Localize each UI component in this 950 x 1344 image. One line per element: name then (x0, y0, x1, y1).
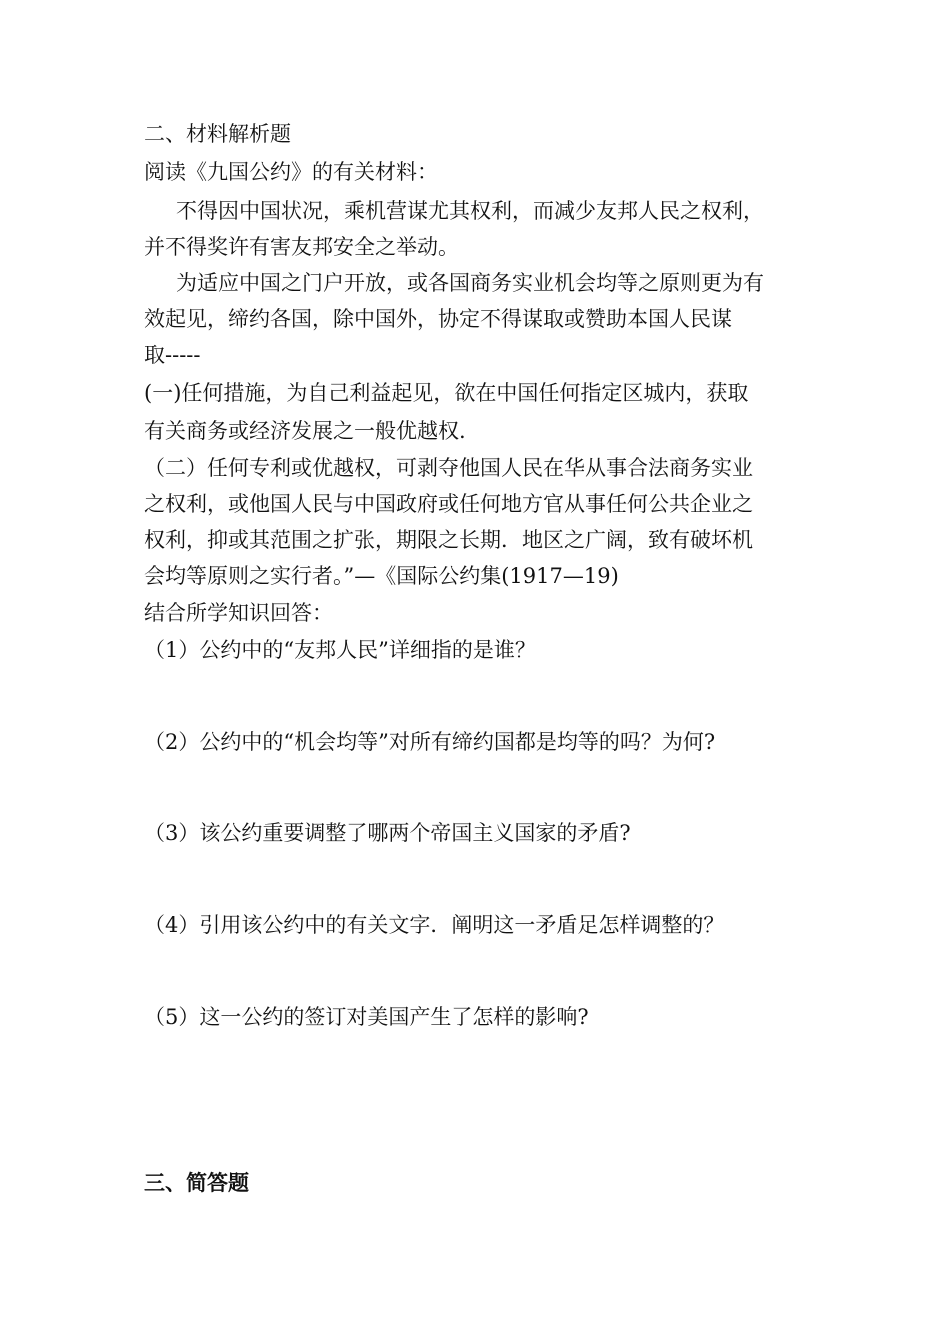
material-line: 权利，抑或其范围之扩张，期限之长期．地区之广阔，致有破坏机 (144, 528, 753, 552)
question-3: （3）该公约重要调整了哪两个帝国主义国家的矛盾? (144, 821, 631, 845)
material-intro: 阅读《九国公约》的有关材料： (144, 160, 438, 184)
question-1: （1）公约中的“友邦人民”详细指的是谁？ (144, 638, 536, 662)
question-5: （5）这一公约的签订对美国产生了怎样的影响? (144, 1005, 589, 1029)
material-line: 取----- (144, 343, 201, 367)
material-line: 并不得奖许有害友邦安全之举动。 (144, 235, 459, 259)
material-line: 有关商务或经济发展之一般优越权. (144, 419, 466, 443)
material-line: 之权利，或他国人民与中国政府或任何地方官从事任何公共企业之 (144, 492, 753, 516)
material-line: （二）任何专利或优越权，可剥夺他国人民在华从事合法商务实业 (144, 456, 753, 480)
material-line: 效起见，缔约各国，除中国外，协定不得谋取或赞助本国人民谋 (144, 307, 732, 331)
answer-prompt: 结合所学知识回答： (144, 601, 333, 625)
material-line: 不得因中国状况，乘机营谋尤其权利，而减少友邦人民之权利， (176, 199, 764, 223)
section-heading-short-answer: 三、简答题 (144, 1171, 249, 1195)
material-line: 会均等原则之实行者。”—《国际公约集(1917—19) (144, 564, 619, 588)
question-2: （2）公约中的“机会均等”对所有缔约国都是均等的吗？为何? (144, 730, 716, 754)
section-heading-material-analysis: 二、材料解析题 (144, 122, 291, 146)
material-line: (一)任何措施，为自己利益起见，欲在中国任何指定区城内，获取 (144, 381, 749, 405)
question-4: （4）引用该公约中的有关文字．阐明这一矛盾足怎样调整的？ (144, 913, 725, 937)
material-line: 为适应中国之门户开放，或各国商务实业机会均等之原则更为有 (176, 271, 764, 295)
